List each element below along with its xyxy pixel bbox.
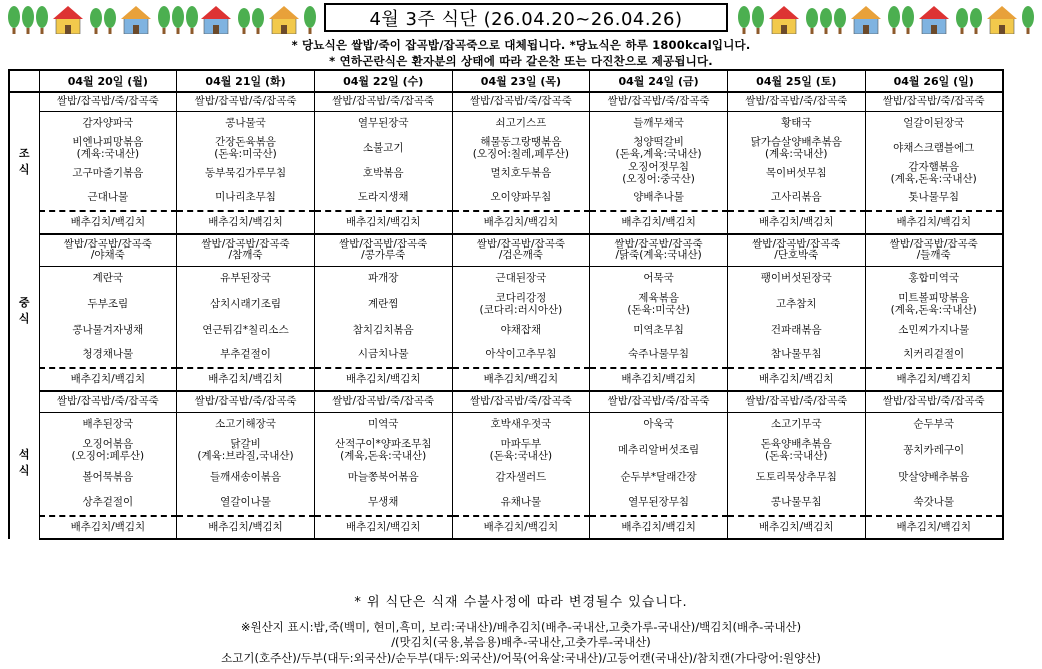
tree-icon [172,6,184,34]
menu-item-cell: 쌀밥/잡곡밥/죽/잡곡죽 [590,92,728,111]
house-icon [851,6,881,34]
house-icon [201,6,231,34]
menu-item-cell: 쌀밥/잡곡밥/죽/잡곡죽 [314,92,452,111]
tree-icon [252,8,264,34]
menu-item-cell: 근대된장국 [452,266,590,291]
tree-icon [970,8,982,34]
tree-icon [956,8,968,34]
diabetic-notice: * 당뇨식은 쌀밥/죽이 잡곡밥/잡곡죽으로 대체됩니다. *당뇨식은 하루 1800kcal입니다. [291,38,751,52]
menu-item-cell: 배추김치/백김치 [590,368,728,391]
menu-item-cell: 배추김치/백김치 [590,516,728,539]
menu-item-cell: 배추김치/백김치 [865,211,1003,234]
menu-item-cell: 얼갈이된장국 [865,111,1003,136]
menu-item-cell: 유부된장국 [177,266,315,291]
menu-item-cell: 소고기무국 [727,412,865,437]
menu-row [9,318,1003,343]
tree-icon [158,6,170,34]
menu-item-cell: 배추김치/백김치 [590,211,728,234]
menu-item-cell: 삼치시래기조림 [177,291,315,318]
menu-item-cell: 건파래볶음 [727,318,865,343]
menu-item-cell: 야채잡채 [452,318,590,343]
menu-item-cell: 콩나물겨자냉채 [39,318,177,343]
menu-item-cell: 산적구이*양파조무침 (계육,돈육:국내산) [314,437,452,464]
menu-item-cell: 콩나물무침 [727,491,865,516]
tree-icon [186,6,198,34]
menu-item-cell: 소고기해장국 [177,412,315,437]
menu-item-cell: 쌀밥/잡곡밥/죽/잡곡죽 [314,391,452,412]
tree-icon [1022,6,1034,34]
menu-item-cell: 소민찌가지나물 [865,318,1003,343]
menu-item-cell: 쌀밥/잡곡밥/잡곡죽 /콩가루죽 [314,234,452,266]
tree-icon [238,8,250,34]
house-icon [987,6,1017,34]
menu-row [9,343,1003,368]
corner-cell [9,70,39,92]
menu-item-cell: 계란국 [39,266,177,291]
menu-row [9,234,1003,266]
menu-item-cell: 맛살양배추볶음 [865,464,1003,491]
menu-item-cell: 배추김치/백김치 [177,211,315,234]
menu-item-cell: 간장돈육볶음 (돈육:미국산) [177,136,315,161]
menu-item-cell: 감자햄볶음 (계육,돈육:국내산) [865,161,1003,186]
menu-row [9,437,1003,464]
menu-item-cell: 메추리알버섯조림 [590,437,728,464]
menu-item-cell: 순두부국 [865,412,1003,437]
menu-item-cell: 배추김치/백김치 [314,516,452,539]
day-header: 04월 21일 (화) [177,70,315,92]
menu-item-cell: 쌀밥/잡곡밥/잡곡죽 /단호박죽 [727,234,865,266]
menu-item-cell: 참치김치볶음 [314,318,452,343]
menu-item-cell: 부추겉절이 [177,343,315,368]
menu-item-cell: 시금치나물 [314,343,452,368]
tree-icon [888,6,900,34]
menu-item-cell: 고구마줄기볶음 [39,161,177,186]
menu-item-cell: 목이버섯무침 [727,161,865,186]
menu-item-cell: 파개장 [314,266,452,291]
menu-item-cell: 배추김치/백김치 [865,516,1003,539]
menu-item-cell: 쌀밥/잡곡밥/죽/잡곡죽 [452,391,590,412]
meal-label [9,234,39,391]
tree-icon [36,6,48,34]
menu-item-cell: 치커리겉절이 [865,343,1003,368]
menu-item-cell: 톳나물무침 [865,186,1003,211]
menu-item-cell: 오이양파무침 [452,186,590,211]
day-header: 04월 25일 (토) [727,70,865,92]
menu-item-cell: 쇠고기스프 [452,111,590,136]
tree-icon [304,6,316,34]
menu-item-cell: 고추참치 [727,291,865,318]
menu-item-cell: 미트볼피망볶음 (계육,돈육:국내산) [865,291,1003,318]
menu-item-cell: 도토리묵상추무침 [727,464,865,491]
meal-label-top: 조 [18,146,30,160]
tree-icon [90,8,102,34]
menu-item-cell: 쌀밥/잡곡밥/잡곡죽 /들깨죽 [865,234,1003,266]
menu-item-cell: 배추된장국 [39,412,177,437]
menu-row [9,161,1003,186]
menu-item-cell: 쌀밥/잡곡밥/잡곡죽 /참깨죽 [177,234,315,266]
menu-item-cell: 쌀밥/잡곡밥/죽/잡곡죽 [177,92,315,111]
menu-item-cell: 쌀밥/잡곡밥/잡곡죽 /검은깨죽 [452,234,590,266]
change-notice: * 위 식단은 식재 수불사정에 따라 변경될수 있습니다. [354,595,688,610]
menu-item-cell: 꽁치카레구이 [865,437,1003,464]
dysphagia-notice: * 연하곤란식은 환자분의 상태에 따라 갈은찬 또는 다진찬으로 제공됩니다. [329,54,713,68]
meal-label-stack [10,123,39,205]
menu-item-cell: 배추김치/백김치 [39,516,177,539]
meal-label [9,391,39,539]
day-header: 04월 26일 (일) [865,70,1003,92]
menu-item-cell: 근대나물 [39,186,177,211]
day-header: 04월 22일 (수) [314,70,452,92]
menu-item-cell: 미나리초무침 [177,186,315,211]
origin-note-line-1: ※원산지 표시:밥,죽(백미, 현미,흑미, 보리:국내산)/배추김치(배추-국내산,고춧가루-국내산)/백김치(배추-국내산) [240,620,802,634]
menu-item-cell: 팽이버섯된장국 [727,266,865,291]
menu-item-cell: 배추김치/백김치 [727,516,865,539]
tree-icon [902,6,914,34]
menu-item-cell: 쌀밥/잡곡밥/죽/잡곡죽 [727,391,865,412]
menu-item-cell: 코다리강정 (코다리:러시아산) [452,291,590,318]
menu-item-cell: 미역국 [314,412,452,437]
menu-item-cell: 야채스크램블에그 [865,136,1003,161]
meal-label-stack [10,424,39,506]
menu-row [9,291,1003,318]
menu-item-cell: 돈육양배추볶음 (돈육:국내산) [727,437,865,464]
menu-item-cell: 동부묵김가루무침 [177,161,315,186]
menu-item-cell: 쌀밥/잡곡밥/잡곡죽 /야채죽 [39,234,177,266]
menu-row [9,464,1003,491]
menu-item-cell: 쌀밥/잡곡밥/죽/잡곡죽 [39,92,177,111]
menu-item-cell: 들깨새송이볶음 [177,464,315,491]
menu-item-cell: 청경채나물 [39,343,177,368]
menu-item-cell: 오징어볶음 (오징어:페루산) [39,437,177,464]
meal-label-bottom: 식 [18,162,30,176]
menu-item-cell: 두부조림 [39,291,177,318]
menu-item-cell: 쑥갓나물 [865,491,1003,516]
menu-item-cell: 쌀밥/잡곡밥/죽/잡곡죽 [177,391,315,412]
menu-item-cell: 미역초무침 [590,318,728,343]
menu-item-cell: 소불고기 [314,136,452,161]
menu-body [9,92,1003,539]
menu-item-cell: 홍합미역국 [865,266,1003,291]
menu-item-cell: 상추겉절이 [39,491,177,516]
menu-item-cell: 배추김치/백김치 [865,368,1003,391]
menu-item-cell: 감자양파국 [39,111,177,136]
meal-label-bottom: 식 [18,464,30,477]
menu-item-cell: 배추김치/백김치 [177,516,315,539]
menu-item-cell: 배추김치/백김치 [39,211,177,234]
menu-row [9,412,1003,437]
menu-item-cell: 마파두부 (돈육:국내산) [452,437,590,464]
menu-item-cell: 배추김치/백김치 [314,368,452,391]
menu-item-cell: 배추김치/백김치 [177,368,315,391]
menu-row [9,186,1003,211]
menu-item-cell: 아욱국 [590,412,728,437]
day-header: 04월 20일 (월) [39,70,177,92]
menu-row [9,491,1003,516]
menu-row [9,92,1003,111]
menu-item-cell: 아삭이고추무침 [452,343,590,368]
village-decoration-left [4,0,320,34]
menu-item-cell: 마늘쫑북어볶음 [314,464,452,491]
menu-item-cell: 계란찜 [314,291,452,318]
menu-item-cell: 양배추나물 [590,186,728,211]
menu-item-cell: 멸치호두볶음 [452,161,590,186]
menu-item-cell: 어묵국 [590,266,728,291]
menu-item-cell: 숙주나물무침 [590,343,728,368]
day-header: 04월 23일 (목) [452,70,590,92]
menu-item-cell: 감자샐러드 [452,464,590,491]
tree-icon [738,6,750,34]
header [0,0,1042,36]
menu-item-cell: 유채나물 [452,491,590,516]
menu-item-cell: 연근튀김*칠리소스 [177,318,315,343]
menu-item-cell: 쌀밥/잡곡밥/잡곡죽 /닭죽(계육:국내산) [590,234,728,266]
menu-row [9,136,1003,161]
menu-item-cell: 배추김치/백김치 [452,211,590,234]
menu-row [9,111,1003,136]
page-title: 4월 3주 식단 (26.04.20~26.04.26) [324,3,728,32]
tree-icon [834,8,846,34]
menu-item-cell: 호박볶음 [314,161,452,186]
menu-row [9,368,1003,391]
house-icon [269,6,299,34]
house-icon [53,6,83,34]
menu-row [9,516,1003,539]
menu-item-cell: 열무된장무침 [590,491,728,516]
menu-item-cell: 참나물무침 [727,343,865,368]
meal-label-bottom: 식 [18,311,30,325]
menu-item-cell: 황태국 [727,111,865,136]
meal-label [9,92,39,234]
meal-label-top: 중 [18,295,30,309]
menu-item-cell: 쌀밥/잡곡밥/죽/잡곡죽 [865,391,1003,412]
menu-item-cell: 열갈이나물 [177,491,315,516]
menu-item-cell: 도라지생채 [314,186,452,211]
menu-item-cell: 무생채 [314,491,452,516]
tree-icon [806,8,818,34]
menu-item-cell: 고사리볶음 [727,186,865,211]
menu-item-cell: 배추김치/백김치 [39,368,177,391]
menu-item-cell: 볼어묵볶음 [39,464,177,491]
menu-item-cell: 닭가슴살양배추볶음 (계육:국내산) [727,136,865,161]
menu-item-cell: 콩나물국 [177,111,315,136]
day-header: 04월 24일 (금) [590,70,728,92]
menu-item-cell: 쌀밥/잡곡밥/죽/잡곡죽 [590,391,728,412]
menu-item-cell: 오징어젓무침 (오징어:중국산) [590,161,728,186]
origin-note-line-3: 소고기(호주산)/두부(대두:외국산)/순두부(대두:외국산)/어묵(어육살:국내산)/고등어캔(국내산)/참치캔(가다랑어:원양산) [221,651,821,665]
origin-note-line-2: /(맛김치(국용,볶음용)배추-국내산,고춧가루-국내산) [391,635,651,649]
menu-item-cell: 배추김치/백김치 [727,211,865,234]
menu-item-cell: 순두부*달래간장 [590,464,728,491]
menu-item-cell: 배추김치/백김치 [452,368,590,391]
house-icon [919,6,949,34]
house-icon [121,6,151,34]
menu-item-cell: 들깨무채국 [590,111,728,136]
menu-item-cell: 비엔나피망볶음 (계육:국내산) [39,136,177,161]
village-decoration-right [734,0,1038,34]
menu-row [9,266,1003,291]
menu-row [9,211,1003,234]
menu-item-cell: 배추김치/백김치 [727,368,865,391]
tree-icon [820,8,832,34]
menu-item-cell: 쌀밥/잡곡밥/죽/잡곡죽 [452,92,590,111]
menu-item-cell: 닭갈비 (계육:브라질,국내산) [177,437,315,464]
tree-icon [104,8,116,34]
menu-item-cell: 제육볶음 (돈육:미국산) [590,291,728,318]
menu-item-cell: 호박새우젓국 [452,412,590,437]
menu-item-cell: 쌀밥/잡곡밥/죽/잡곡죽 [727,92,865,111]
menu-item-cell: 쌀밥/잡곡밥/죽/잡곡죽 [865,92,1003,111]
menu-item-cell: 쌀밥/잡곡밥/죽/잡곡죽 [39,391,177,412]
tree-icon [22,6,34,34]
menu-item-cell: 배추김치/백김치 [314,211,452,234]
menu-item-cell: 배추김치/백김치 [452,516,590,539]
menu-item-cell: 청양떡갈비 (돈육,계육:국내산) [590,136,728,161]
menu-item-cell: 열무된장국 [314,111,452,136]
house-icon [769,6,799,34]
weekly-menu-table [8,69,1004,540]
meal-label-top: 석 [18,448,30,461]
menu-item-cell: 해물동그랑땡볶음 (오징어:칠레,페루산) [452,136,590,161]
tree-icon [8,6,20,34]
menu-row [9,391,1003,412]
day-header-row [9,70,1003,92]
meal-label-stack [10,272,39,354]
tree-icon [752,6,764,34]
